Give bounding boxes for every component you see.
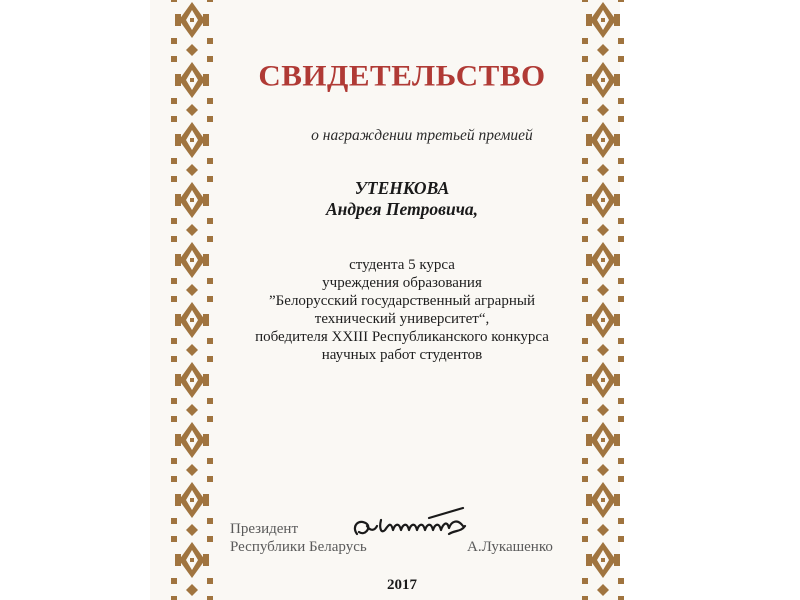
signatory-title: Президент [230,521,298,537]
ornament-border-right [582,0,624,600]
recipient-surname: УТЕНКОВА [354,178,450,198]
body-line: учреждения образования [322,275,482,291]
ornament-border-left [171,0,213,600]
body-line: победителя XXIII Республиканского конкурса [255,329,549,345]
handwritten-signature [345,500,485,548]
award-subtitle: о награждении третьей премией [311,127,533,144]
certificate-title: СВИДЕТЕЛЬСТВО [258,58,546,93]
body-line: ”Белорусский государственный аграрный [269,293,535,309]
signatory-name: А.Лукашенко [467,539,553,555]
body-line: студента 5 курса [349,257,455,273]
certificate-year: 2017 [387,577,417,593]
body-line: технический университет“, [314,311,490,327]
body-line: научных работ студентов [321,347,483,363]
signatory-country: Республики Беларусь [230,539,367,555]
certificate-body [232,256,572,364]
recipient-given-names: Андрея Петровича, [325,199,479,219]
